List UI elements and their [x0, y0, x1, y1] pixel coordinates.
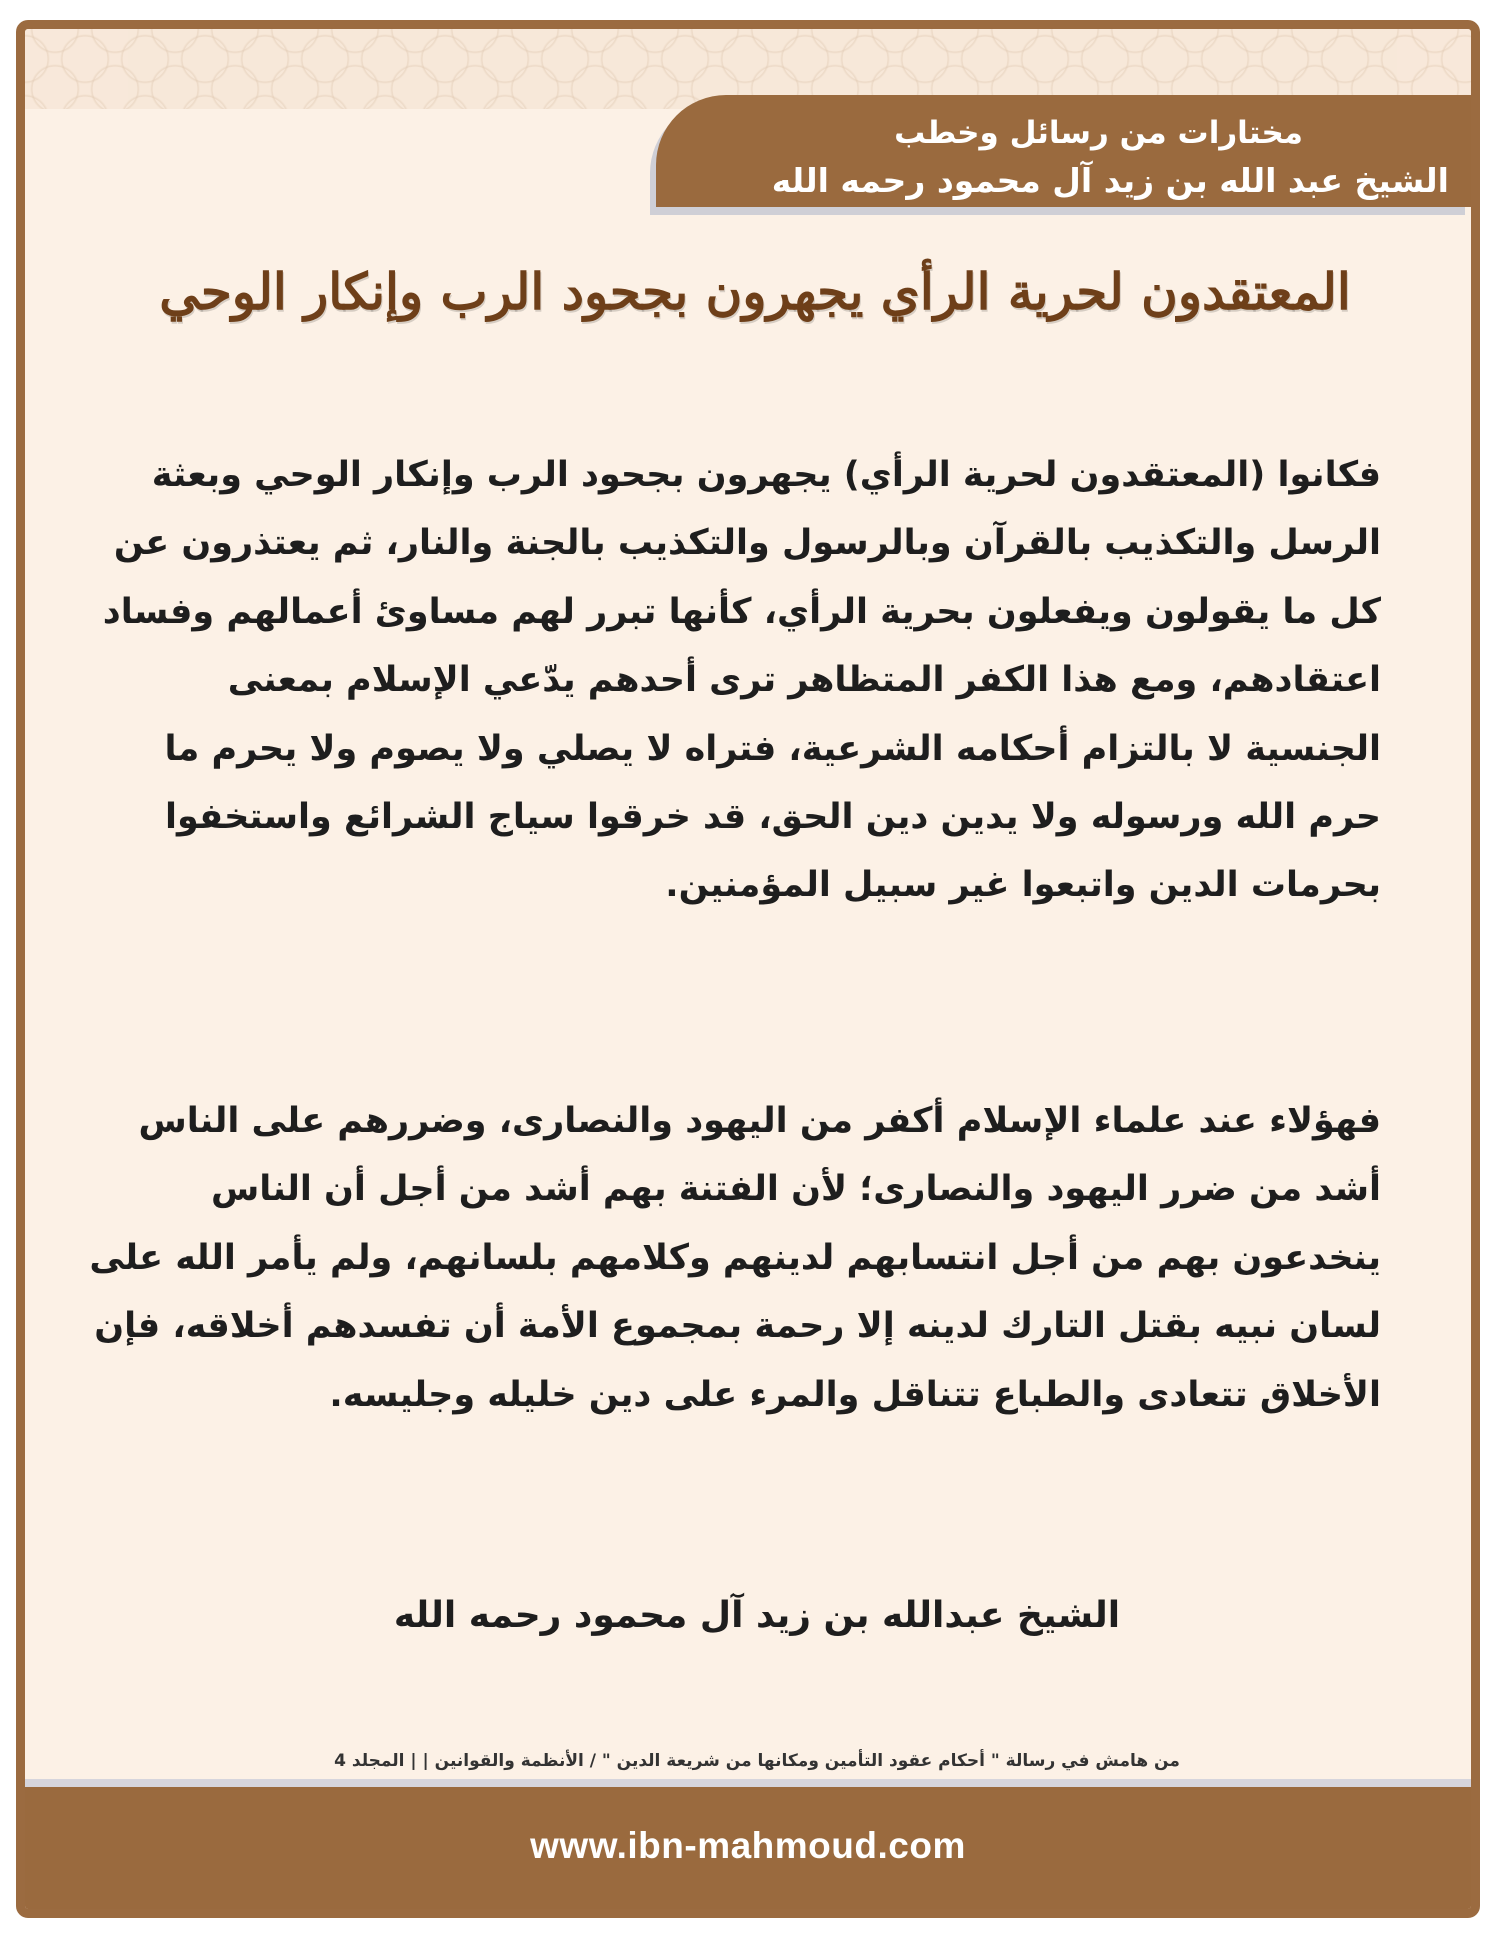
article-title: المعتقدون لحرية الرأي يجهرون بجحود الرب وإنكار الوحي [159, 262, 1351, 321]
source-note: من هامش في رسالة " أحكام عقود التأمين ومكانها من شريعة الدين " / الأنظمة والقوانين | | المجلد 4 [334, 1751, 1180, 1771]
author-title: الشيخ عبد الله بن زيد آل محمود رحمه الله [771, 161, 1449, 200]
footer-band [25, 1779, 1471, 1909]
series-title: مختارات من رسائل وخطب [894, 115, 1303, 151]
website-link[interactable]: www.ibn-mahmoud.com [530, 1825, 966, 1866]
page-frame [16, 20, 1480, 1918]
paragraph-2: فهؤلاء عند علماء الإسلام أكفر من اليهود والنصارى، وضررهم على الناس أشد من ضرر اليهود والنصارى؛ لأن الفتنة بهم أشد من أجل أن الناس ينخدعون بهم من أجل انتسابهم لدينهم وكلامهم بلسانهم، ولم يأمر الله على لسان نبيه بقتل التارك لدينه إلا رحمة بمجموع الأمة أن تفسدهم أخلاقه، فإن الأخلاق تتعادى والطباع تتناقل والمرء على دين خليله وجليسه. [89, 1101, 1381, 1415]
paragraph-1: فكانوا (المعتقدون لحرية الرأي) يجهرون بجحود الرب وإنكار الوحي وبعثة الرسل والتكذيب بالقرآن وبالرسول والتكذيب بالجنة والنار، ثم يعتذرون عن كل ما يقولون ويفعلون بحرية الرأي، كأنها تبرر لهم مساوئ أعمالهم وفساد اعتقادهم، ومع هذا الكفر المتظاهر ترى أحدهم يدّعي الإسلام بمعنى الجنسية لا بالتزام أحكامه الشرعية، فتراه لا يصلي ولا يصوم ولا يحرم ما حرم الله ورسوله ولا يدين دين الحق، قد خرقوا سياج الشرائع واستخفوا بحرمات الدين واتبعوا غير سبيل المؤمنين. [102, 455, 1381, 906]
signature: الشيخ عبدالله بن زيد آل محمود رحمه الله [393, 1595, 1121, 1636]
